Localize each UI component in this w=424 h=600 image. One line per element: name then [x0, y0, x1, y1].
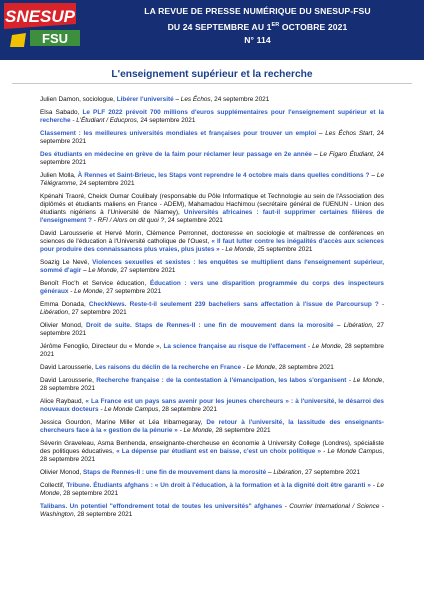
article-post: , 24 septembre 2021 [210, 96, 270, 103]
article-item [40, 322, 384, 338]
snesup-fsu-logo [4, 3, 92, 49]
article-pre: Jessica Gourdon, Marine Miller et Léa Iribarnegaray, [40, 419, 207, 426]
article-pre: Julien Damon, sociologue, [40, 96, 117, 103]
article-source: - Le Monde [177, 427, 212, 434]
article-post: , 28 septembre 2021 [73, 511, 133, 518]
header-banner [0, 0, 424, 60]
section-title: L'enseignement supérieur et la recherche [111, 69, 313, 80]
article-post: , 24 septembre 2021 [164, 217, 223, 224]
article-item [40, 364, 384, 372]
article-pre: Julien Molla, [40, 172, 78, 179]
article-post: , 28 septembre 2021 [158, 406, 217, 413]
article-item [40, 503, 384, 519]
article-source: – Les Échos [173, 96, 211, 103]
article-item [40, 469, 384, 477]
article-link[interactable]: Éducation : vers une disparition programmée du corps des inspecteurs généraux [40, 280, 384, 295]
article-pre: Kpénahi Traoré, Cheick Oumar Coulibaly (responsable du Pôle Informatique et Technologie au sein de l'Association des diplômés et étudiants maliens en France - ADEM), Mahamadou Hachimou (secrétaire général de l'UENUN - Union des étudiants nigériens à l'Université de Niamey), [40, 193, 384, 216]
article-pre: David Larousserie, [40, 364, 96, 371]
article-post: , 28 septembre 2021 [40, 448, 384, 463]
article-item [40, 419, 384, 435]
article-link[interactable]: Staps de Rennes-II : une fin de mouvement dans la morosité [82, 469, 267, 476]
article-link[interactable]: Universités africaines : faut-il supprimer certaines filières de l'enseignement ? [40, 209, 385, 224]
article-post: , 28 septembre 2021 [211, 427, 271, 434]
article-item [40, 172, 384, 188]
article-pre: Olivier Monod, [40, 322, 87, 329]
article-post: , 27 septembre 2021 [68, 309, 127, 316]
article-pre: Emma Donada, [40, 301, 89, 308]
article-item [40, 440, 384, 464]
article-item [40, 230, 384, 254]
article-link[interactable]: Talibans. Un potentiel "effondrement total de toutes les universités" afghanes [40, 503, 283, 510]
article-pre: Soazig Le Nevé, [40, 259, 93, 266]
article-pre: David Larousserie et Hervé Morin, Clémence Perronnet, doctoresse en sociologie et maîtresse de conférences en sciences de l'éducation à l'Université catholique de l'Ouest, [40, 230, 384, 245]
article-source: - Libération [40, 301, 384, 316]
article-item [40, 130, 384, 146]
article-source: - Le Monde [305, 343, 341, 350]
article-pre: David Larousserie, [40, 377, 97, 384]
article-link[interactable]: Droit de suite. Staps de Rennes-II : une fin de mouvement dans la morosité [86, 322, 334, 329]
article-item [40, 280, 384, 296]
article-post: , 24 septembre 2021 [75, 180, 135, 187]
article-item [40, 151, 384, 167]
article-item [40, 301, 384, 317]
article-item [40, 482, 384, 498]
article-pre: Alice Raybaud, [40, 398, 86, 405]
article-list [40, 96, 384, 524]
article-link[interactable]: « Il faut lutter contre les inégalités d'accès aux sciences pour produire des connaissances plus vraies, plus justes » [40, 238, 384, 253]
article-post: , 24 septembre 2021 [40, 130, 384, 145]
article-item [40, 96, 384, 104]
article-link[interactable]: Classement : les meilleures universités mondiales et françaises pour trouver un emploi [40, 130, 317, 137]
article-link[interactable]: Des étudiants en médecine en grève de la faim pour réclamer leur passage en 2e année [40, 151, 312, 158]
svg-text:SNESUP: SNESUP [5, 7, 75, 26]
article-item [40, 377, 384, 393]
article-link[interactable]: Les raisons du déclin de la recherche en France [95, 364, 242, 371]
article-pre: Benoît Floc'h et Service éducation, [40, 280, 150, 287]
article-link[interactable]: Libérer l'université [116, 96, 174, 103]
article-link[interactable]: Le PLF 2022 prévoit 700 millions d'euros supplémentaires pour l'enseignement supérieur et la recherche [40, 109, 384, 124]
article-pre: Elsa Sabado, [40, 109, 83, 116]
article-source: – Libération [333, 322, 372, 329]
article-link[interactable]: À Rennes et Saint-Brieuc, les Staps vont reprendre le 4 octobre mais dans quelles conditions ? [77, 172, 370, 179]
article-item [40, 109, 384, 125]
article-pre: Olivier Monod, [40, 469, 83, 476]
article-post: , 27 septembre 2021 [102, 288, 162, 295]
article-post: , 24 septembre 2021 [40, 151, 384, 166]
article-source: – Le Télégramme [40, 172, 384, 187]
article-item [40, 343, 384, 359]
article-source: - Le Monde [40, 482, 384, 497]
article-source: - Le Monde [241, 364, 276, 371]
article-post: , 27 septembre 2021 [40, 322, 384, 337]
banner-issue: N° 114 [244, 34, 271, 45]
banner-dates: DU 24 SEPTEMBRE AU 1ER OCTOBRE 2021 [167, 21, 348, 32]
article-link[interactable]: De retour à l'université, la lassitude des enseignants-chercheurs face à la « gestion de la pénurie » [40, 419, 384, 434]
article-link[interactable]: CheckNews. Reste-t-il seulement 239 bacheliers sans affectation à l'issue de Parcoursup ? [88, 301, 379, 308]
divider [12, 83, 412, 84]
article-source: - L'Étudiant / Educpros [70, 117, 137, 124]
article-post: , 24 septembre 2021 [136, 117, 196, 124]
article-post: , 28 septembre 2021 [40, 343, 384, 358]
article-pre: Jérôme Fenoglio, Directeur du « Monde », [40, 343, 164, 350]
svg-text:FSU: FSU [42, 31, 68, 46]
article-source: – Le Figaro Étudiant [311, 151, 373, 158]
article-link[interactable]: Violences sexuelles et sexistes : les enquêtes se multiplient dans l'enseignement supérieur, sommé d'agir [40, 259, 385, 274]
article-source: - Le Monde [68, 288, 103, 295]
article-item [40, 259, 384, 275]
article-post: , 28 septembre 2021 [40, 377, 385, 392]
article-item [40, 398, 384, 414]
banner-text [95, 5, 420, 47]
article-source: – Libération [266, 469, 302, 476]
article-source: – Le Monde [81, 267, 117, 274]
article-pre: Séverin Graveleau, Asma Benhenda, enseignante-chercheuse en économie à University College (Londres), spécialiste des politiques éducatives, [40, 440, 384, 455]
article-item [40, 193, 384, 225]
banner-title: LA REVUE DE PRESSE NUMÉRIQUE DU SNESUP-FSU [144, 6, 371, 16]
article-link[interactable]: Tribune. Étudiants afghans : « Un droit à l'éducation, à la formation et à la dignité doit être garanti » [66, 482, 371, 489]
article-source: - Le Monde Campus [98, 406, 159, 413]
article-source: – Les Échos Start [316, 130, 373, 137]
article-post: , 28 septembre 2021 [275, 364, 334, 371]
article-source: - Le Monde [219, 246, 254, 253]
article-post: , 27 septembre 2021 [116, 267, 176, 274]
article-source: - Courrier International / Science - Washington [40, 503, 385, 518]
article-post: , 27 septembre 2021 [301, 469, 361, 476]
article-post: , 28 septembre 2021 [59, 490, 119, 497]
article-link[interactable]: Recherche française : de la contestation à l'émancipation, les labos s'organisent [96, 377, 347, 384]
article-source: - RFI / Alors on dit quoi ? [91, 217, 165, 224]
article-source: - Le Monde [346, 377, 383, 384]
article-post: , 25 septembre 2021 [253, 246, 313, 253]
article-pre: Collectif, [40, 482, 67, 489]
article-link[interactable]: La science française au risque de l'effacement [163, 343, 306, 350]
article-link[interactable]: « La dépense par étudiant est en baisse, c'est un choix politique » [116, 448, 322, 455]
article-source: - Le Monde Campus [321, 448, 383, 455]
article-link[interactable]: « La France est un pays sans avenir pour les jeunes chercheurs » : à l'université, le désarroi des nouveaux docteurs [40, 398, 384, 413]
